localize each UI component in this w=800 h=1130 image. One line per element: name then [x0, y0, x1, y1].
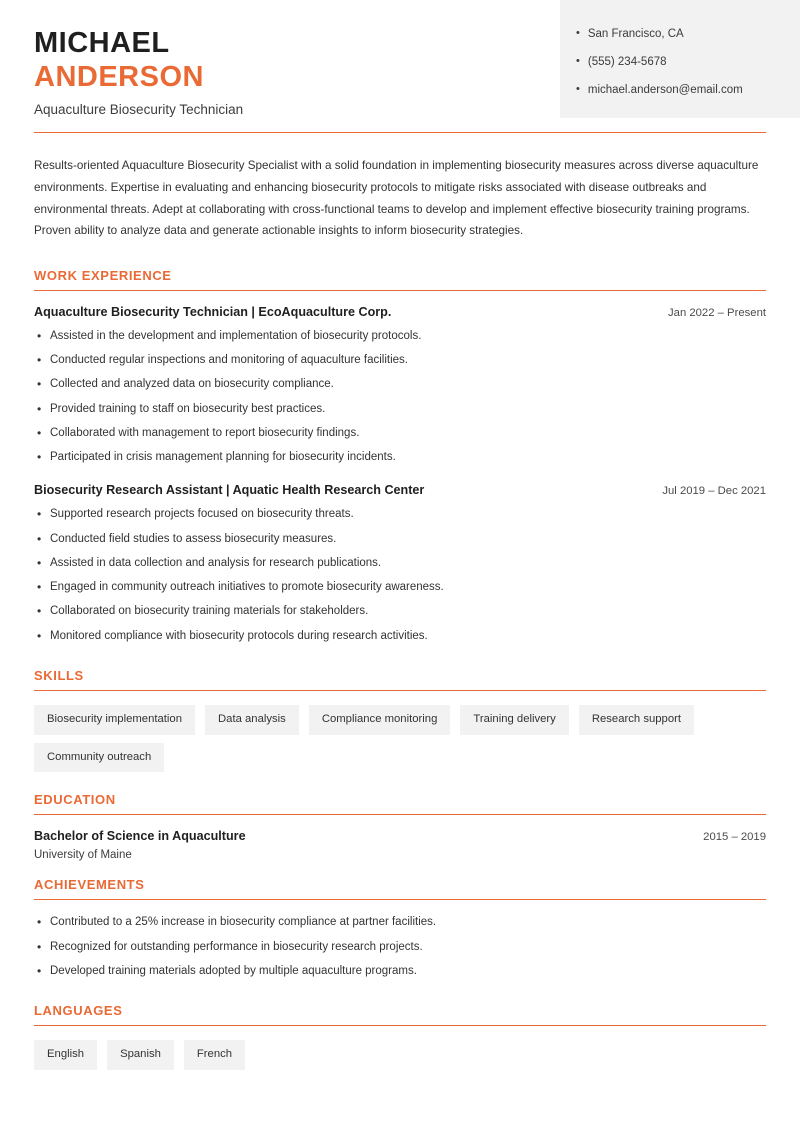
- list-item: • Provided training to staff on biosecurity best practices.: [34, 401, 766, 419]
- contact-phone-text: (555) 234-5678: [587, 56, 667, 69]
- section-divider: [34, 899, 766, 900]
- header-identity: [34, 22, 243, 117]
- education-entry-header: [34, 829, 766, 843]
- skill-tag: Training delivery: [460, 705, 568, 735]
- first-name: MICHAEL: [34, 27, 170, 59]
- section-languages: [34, 987, 766, 1070]
- achievements-bullets: [34, 914, 766, 980]
- section-divider: [34, 290, 766, 291]
- contact-block: [560, 0, 800, 118]
- section-divider: [34, 1025, 766, 1026]
- last-name: ANDERSON: [34, 61, 204, 94]
- section-title-achievements: ACHIEVEMENTS: [34, 877, 145, 893]
- location-icon: •: [576, 27, 580, 39]
- contact-email[interactable]: [576, 82, 782, 98]
- section-education: [34, 776, 766, 861]
- skill-tag: Biosecurity implementation: [34, 705, 195, 735]
- contact-email-text: michael.anderson@email.com: [587, 84, 743, 97]
- education-school: University of Maine: [34, 849, 132, 862]
- section-title-skills: SKILLS: [34, 668, 84, 684]
- skills-tag-list: [34, 705, 766, 772]
- list-item: • Supported research projects focused on biosecurity threats.: [34, 506, 766, 524]
- list-item: • Collected and analyzed data on biosecurity compliance.: [34, 376, 766, 394]
- languages-tag-list: [34, 1040, 766, 1070]
- experience-bullets: [34, 328, 766, 467]
- list-item: • Assisted in the development and implementation of biosecurity protocols.: [34, 328, 766, 346]
- section-title-work-experience: WORK EXPERIENCE: [34, 267, 172, 283]
- experience-entry-header: [34, 483, 766, 497]
- language-tag: French: [184, 1040, 245, 1070]
- list-item: • Assisted in data collection and analysis for research publications.: [34, 555, 766, 573]
- list-item: • Monitored compliance with biosecurity protocols during research activities.: [34, 628, 766, 646]
- skill-tag: Data analysis: [205, 705, 299, 735]
- list-item: • Recognized for outstanding performance in biosecurity research projects.: [34, 939, 766, 957]
- experience-bullets: [34, 506, 766, 645]
- education-degree: Bachelor of Science in Aquaculture: [34, 829, 246, 844]
- experience-entry: [34, 483, 766, 645]
- list-item: • Contributed to a 25% increase in biosecurity compliance at partner facilities.: [34, 914, 766, 932]
- skill-tag: Compliance monitoring: [309, 705, 451, 735]
- list-item: • Engaged in community outreach initiatives to promote biosecurity awareness.: [34, 579, 766, 597]
- education-entry: [34, 829, 766, 861]
- experience-entry-header: [34, 305, 766, 319]
- experience-title: Aquaculture Biosecurity Technician | EcoAquaculture Corp.: [34, 304, 392, 319]
- skill-tag: Research support: [579, 705, 694, 735]
- list-item: • Conducted field studies to assess biosecurity measures.: [34, 531, 766, 549]
- language-tag: English: [34, 1040, 97, 1070]
- experience-date: Jan 2022 – Present: [668, 306, 766, 319]
- job-title: Aquaculture Biosecurity Technician: [34, 102, 244, 118]
- list-item: • Developed training materials adopted by multiple aquaculture programs.: [34, 963, 766, 981]
- list-item: • Participated in crisis management planning for biosecurity incidents.: [34, 449, 766, 467]
- section-title-education: EDUCATION: [34, 792, 116, 808]
- contact-location-text: San Francisco, CA: [587, 28, 684, 40]
- list-item: • Collaborated with management to report biosecurity findings.: [34, 425, 766, 443]
- section-title-languages: LANGUAGES: [34, 1003, 123, 1019]
- section-divider: [34, 690, 766, 691]
- education-date: 2015 – 2019: [703, 831, 766, 844]
- list-item: • Conducted regular inspections and monitoring of aquaculture facilities.: [34, 352, 766, 370]
- contact-phone[interactable]: [576, 54, 782, 70]
- phone-icon: •: [576, 55, 580, 68]
- contact-location: [576, 26, 782, 42]
- section-divider: [34, 814, 766, 815]
- experience-entry: [34, 305, 766, 467]
- section-work-experience: [34, 252, 766, 646]
- list-item: • Collaborated on biosecurity training materials for stakeholders.: [34, 603, 766, 621]
- section-achievements: [34, 861, 766, 980]
- email-icon: •: [576, 83, 580, 96]
- language-tag: Spanish: [107, 1040, 174, 1070]
- section-skills: [34, 652, 766, 776]
- experience-date: Jul 2019 – Dec 2021: [662, 485, 766, 498]
- skill-tag: Community outreach: [34, 743, 164, 773]
- experience-title: Biosecurity Research Assistant | Aquatic Health Research Center: [34, 483, 425, 498]
- resume-header: [34, 0, 766, 132]
- professional-summary: Results-oriented Aquaculture Biosecurity Specialist with a solid foundation in implementing biosecurity measures across diverse aquaculture environments. Expertise in evaluating and enhancing biosecurity protocols to mitigate risks associated with disease outbreaks and environmental threats. Adept at collaborating with cross-functional teams to develop and implement effective biosecurity training programs. Proven ability to analyze data and generate actionable insights to inform biosecurity strategies.: [34, 159, 759, 238]
